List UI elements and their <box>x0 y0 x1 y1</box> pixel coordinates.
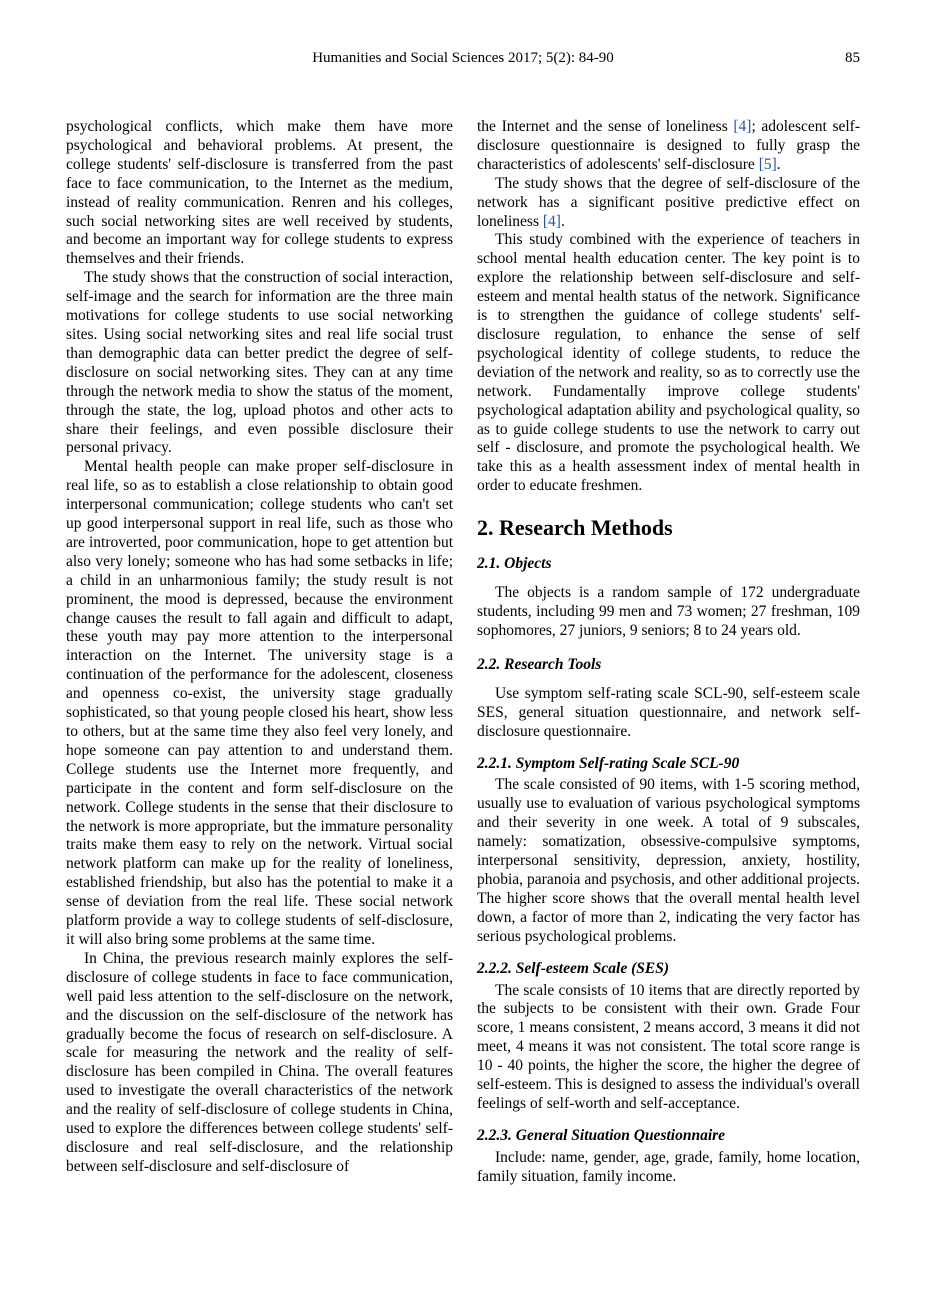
paragraph-predictive-effect <box>477 175 860 232</box>
paragraph-text: the Internet and the sense of loneliness <box>477 118 734 135</box>
paragraph-text: ; adolescent self-disclosure questionnaire is designed to fully grasp the characteristics of adolescents' self-disclosure <box>477 118 860 173</box>
page-number: 85 <box>845 50 860 66</box>
subsection-heading-research-tools: 2.2. Research Tools <box>477 655 602 673</box>
paragraph-scl90: The scale consisted of 90 items, with 1-5 scoring method, usually use to evaluation of various psychological symptoms and their severity in one week. A total of 9 subscales, namely: somatization, obsessive-compulsive symptoms, interpersonal sensitivity, depression, anxiety, hostility, phobia, paranoia and psychosis, and other additional projects. The higher score shows that the overall mental health level down, a factor of more than 2, indicating the very factor has serious psychological problems. <box>477 776 860 945</box>
citation-link-4[interactable]: [4] <box>733 118 752 135</box>
left-column <box>66 118 453 1187</box>
paragraph-loneliness-citations <box>477 118 860 175</box>
subsection-heading-objects: 2.1. Objects <box>477 555 552 573</box>
paragraph-study-motivations: The study shows that the construction of social interaction, self-image and the search for information are the three main motivations for college students to use social networking sites. Using social networking sites and real life social trust than demographic data can better predict the degree of self-disclosure on social networking sites. They can at any time through the network media to show the status of the moment, through the state, the log, upload photos and other acts to share their feelings, and even possible disclosure their personal privacy. <box>66 269 453 457</box>
subsection-heading-scl90: 2.2.1. Symptom Self-rating Scale SCL-90 <box>477 754 740 772</box>
subsection-heading-ses: 2.2.2. Self-esteem Scale (SES) <box>477 959 670 977</box>
paragraph-ses: The scale consists of 10 items that are directly reported by the subjects to be consistent with their own. Grade Four score, 1 means consistent, 2 means accord, 3 means it did not meet, 4 means it was not consistent. The total score range is 10 - 40 points, the higher the score, the higher the degree of self-esteem. This is designed to assess the individual's overall feelings of self-worth and self-acceptance. <box>477 981 860 1112</box>
citation-link-5[interactable]: [5] <box>758 155 777 173</box>
paragraph-china-research: In China, the previous research mainly explores the self-disclosure of college students in face to face communication, well paid less attention to the self-disclosure on the network, and the discussion on the self-disclosure of the network has gradually become the focus of research on self-disclosure. A scale for measuring the network and the reality of self-disclosure has been compiled in China. The overall features used to investigate the overall characteristics of the network and the reality of self-disclosure of college students in China, used to explore the differences between college students' self-disclosure and real self-disclosure, and the relationship between self-disclosure and self-disclosure of <box>66 949 453 1175</box>
two-column-body <box>66 118 860 1187</box>
section-heading-research-methods: 2. Research Methods <box>477 515 673 541</box>
paragraph-objects: The objects is a random sample of 172 undergraduate students, including 99 men and 73 women; 27 freshman, 109 sophomores, 27 juniors, 9 seniors; 8 to 24 years old. <box>477 584 860 640</box>
page-header <box>66 50 860 70</box>
journal-citation: Humanities and Social Sciences 2017; 5(2): 84-90 <box>312 50 614 66</box>
paragraph-continuation: psychological conflicts, which make them have more psychological and behavioral problems. At present, the college students' self-disclosure is transferred from the past face to face communication, to the Internet as the medium, instead of reality communication. Renren and his colleges, such social networking sites are well received by students, and become an important way for college students to express themselves and their friends. <box>66 118 453 268</box>
paragraph-mental-health: Mental health people can make proper self-disclosure in real life, so as to establish a close relationship to obtain good interpersonal communication; college students who can't set up good interpersonal support in real life, such as those who are introverted, poor communication, hope to get attention but also very lonely; someone who has had some setbacks in life; a child in an unharmonious family; the study result is not prominent, the mood is depressed, because the environment change causes the result to fall again and difficult to adapt, these youth may pay more attention to the interpersonal interaction on the Internet. The university stage is a continuation of the performance for the adolescent, closeness and openness co-exist, the university stage gradually sophisticated, so that young people closed his heart, show less to others, but at the same time they also feel very lonely, and hope someone can pay attention to and understand them. College students use the Internet more frequently, and participate in the content and form self-disclosure on the network. College students in the sense that their disclosure to the network is more appropriate, but the immature personality traits make them easy to rely on the network. Virtual social network platform can make up for the reality of loneliness, established friendship, but also has the potential to make it a sense of deviation from the real life. These social network platform provide a way to college students of self-disclosure, it will also bring some problems at the same time. <box>66 458 453 948</box>
paragraph-text: . <box>776 155 781 173</box>
paragraph-general-questionnaire: Include: name, gender, age, grade, family, home location, family situation, family income. <box>477 1148 860 1185</box>
paragraph-study-purpose: This study combined with the experience of teachers in school mental health education center. The key point is to explore the relationship between self-disclosure and self-esteem and mental health status of the network. Significance is to strengthen the guidance of college students' self-disclosure regulation, to enhance the sense of self psychological identity of college students, to reduce the deviation of the network and reality, so as to correctly use the network. Fundamentally improve college students' psychological adaptation ability and psychological quality, so as to guide college students to use the network to carry out self - disclosure, and promote the psychological health. We take this as a health assessment index of mental health in order to educate freshmen. <box>477 231 860 495</box>
paragraph-text: . <box>560 212 565 230</box>
paragraph-text: The study shows that the degree of self-disclosure of the network has a significant positive predictive effect on loneliness <box>477 174 860 230</box>
right-column <box>477 118 860 1187</box>
citation-link-4[interactable]: [4] <box>542 212 561 230</box>
paragraph-research-tools: Use symptom self-rating scale SCL-90, self-esteem scale SES, general situation questionnaire, and network self-disclosure questionnaire. <box>477 684 860 740</box>
subsection-heading-general-questionnaire: 2.2.3. General Situation Questionnaire <box>477 1126 726 1144</box>
